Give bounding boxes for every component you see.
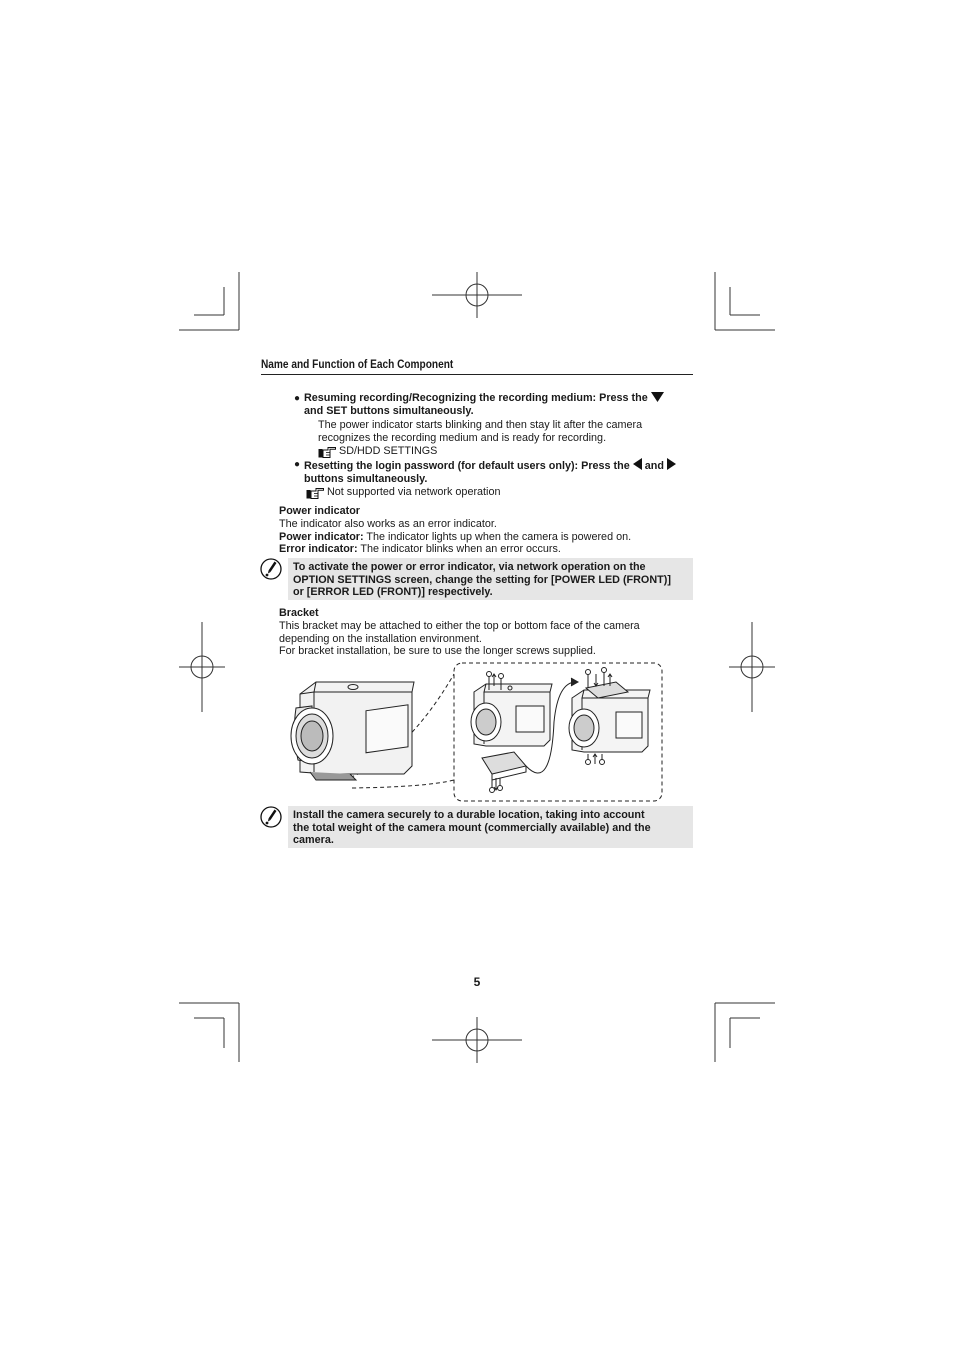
bracket-heading: Bracket [279,607,319,619]
power-indicator-body [279,518,699,556]
power-label: Power indicator: [279,530,364,543]
note-secure-installation [288,806,693,848]
bullet-title-and: and [644,460,664,472]
power-text: The indicator lights up when the camera is powered on. [366,530,632,543]
bullet-resume-recording [294,392,694,418]
bullet-description [318,419,642,445]
error-text: The indicator blinks when an error occurs. [360,543,561,556]
bracket-body [279,620,699,658]
note-line: camera. [293,834,334,847]
triangle-right-icon [667,458,676,470]
pointing-hand-icon [306,487,324,499]
section-title: Name and Function of Each Component [261,359,454,371]
caution-pencil-icon [260,806,282,828]
caution-pencil-icon [260,558,282,580]
reference-text: SD/HDD SETTINGS [339,445,438,457]
error-line [279,543,699,556]
reference-text: Not supported via network operation [327,486,501,498]
bullet-title: Resuming recording/Recognizing the recording medium: Press the [304,392,648,404]
page-number: 5 [473,975,481,989]
section-header [261,358,693,375]
triangle-left-icon [633,458,642,470]
error-label: Error indicator: [279,543,358,556]
power-indicator-heading: Power indicator [279,505,360,517]
bullet-dot: ● [294,393,301,404]
bracket-illustration [286,662,666,804]
note-line: Install the camera securely to a durable location, taking into account [293,809,645,821]
bullet-title: Resetting the login password (for default users only): Press the [304,460,630,472]
bracket-line: For bracket installation, be sure to use the longer screws supplied. [279,645,596,658]
note-line: To activate the power or error indicator, via network operation on the [293,561,646,573]
bullet-title-cont: buttons simultaneously. [304,473,428,485]
bracket-line: This bracket may be attached to either the top or bottom face of the camera [279,620,640,632]
bullet-reset-password [294,458,694,486]
note-line: the total weight of the camera mount (commercially available) and the [293,821,651,834]
desc-line: The power indicator starts blinking and then stay lit after the camera [318,419,643,431]
power-intro: The indicator also works as an error indicator. [279,518,497,530]
pointing-hand-icon [318,446,336,458]
note-line: or [ERROR LED (FRONT)] respectively. [293,586,493,599]
bullet-dot: ● [294,459,301,470]
note-line: OPTION SETTINGS screen, change the setting for [POWER LED (FRONT)] [293,573,671,586]
triangle-down-icon [651,392,664,402]
note-indicator-settings [288,558,693,600]
reference-network [306,486,500,499]
desc-line: recognizes the recording medium and is ready for recording. [318,431,607,444]
bracket-line: depending on the installation environment. [279,632,482,645]
reference-sd-hdd [318,445,437,458]
power-line [279,531,699,544]
bullet-title-cont: and SET buttons simultaneously. [304,405,474,417]
